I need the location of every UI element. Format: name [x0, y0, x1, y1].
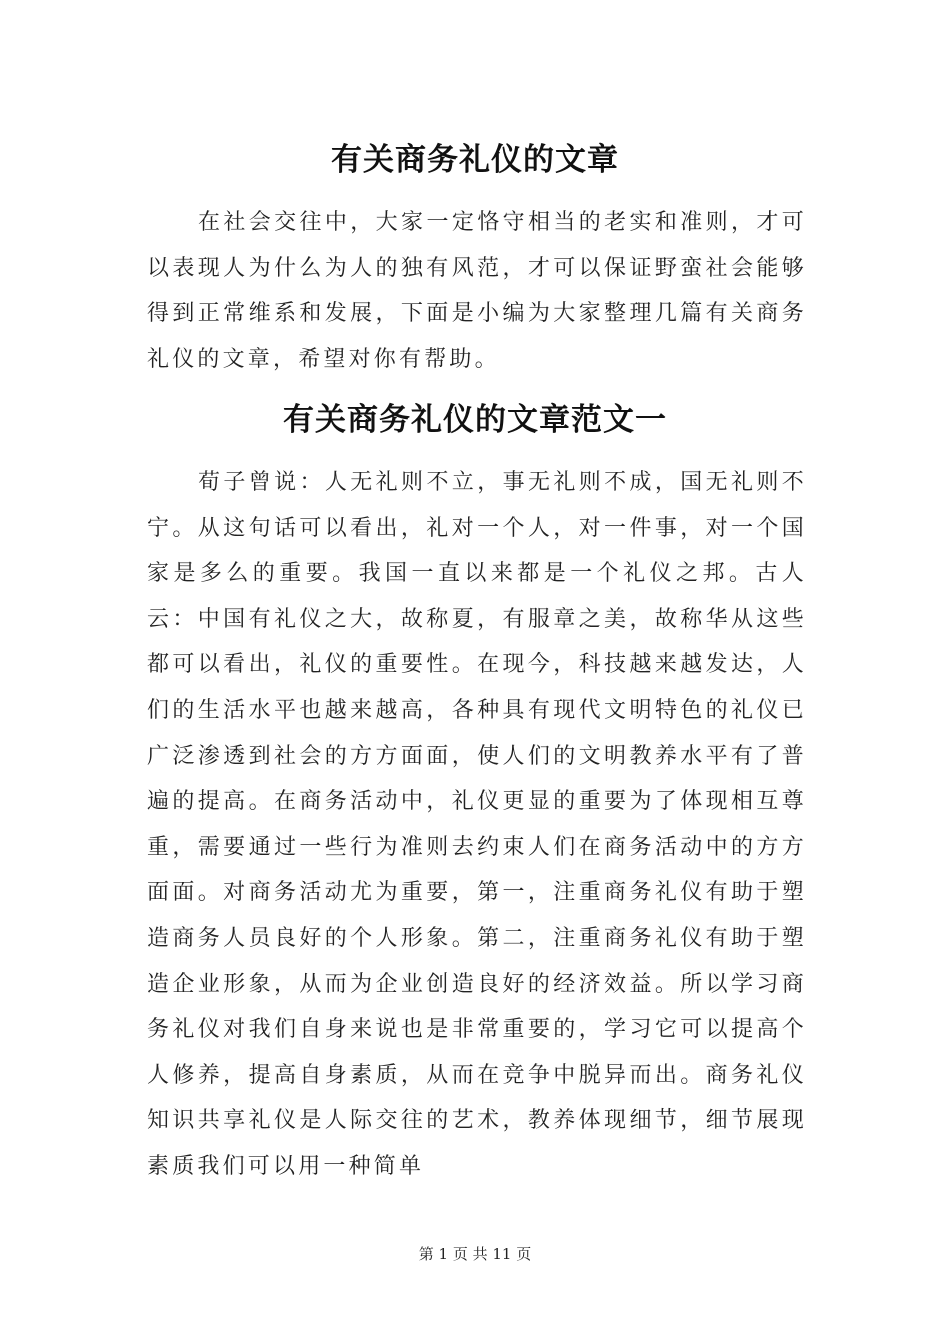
intro-paragraph: 在社会交往中，大家一定恪守相当的老实和准则，才可以表现人为什么为人的独有风范，才可以保证野蛮社会能够得到正常维系和发展，下面是小编为大家整理几篇有关商务礼仪的文章，希望对你有帮助。: [147, 210, 807, 372]
section-body-paragraph: 荀子曾说：人无礼则不立，事无礼则不成，国无礼则不宁。从这句话可以看出，礼对一个人，对一件事，对一个国家是多么的重要。我国一直以来都是一个礼仪之邦。古人云：中国有礼仪之大，故称夏，有服章之美，故称华从这些都可以看出，礼仪的重要性。在现今，科技越来越发达，人们的生活水平也越来越高，各种具有现代文明特色的礼仪已广泛渗透到社会的方方面面，使人们的文明教养水平有了普遍的提高。在商务活动中，礼仪更显的重要为了体现相互尊重，需要通过一些行为准则去约束人们在商务活动中的方方面面。对商务活动尤为重要，第一，注重商务礼仪有助于塑造商务人员良好的个人形象。第二，注重商务礼仪有助于塑造企业形象，从而为企业创造良好的经济效益。所以学习商务礼仪对我们自身来说也是非常重要的，学习它可以提高个人修养，提高自身素质，从而在竞争中脱异而出。商务礼仪知识共享礼仪是人际交往的艺术，教养体现细节，细节展现素质我们可以用一种简单: [147, 470, 807, 1179]
page-footer: 第 1 页 共 11 页: [418, 1245, 532, 1263]
document-title: 有关商务礼仪的文章: [331, 142, 619, 178]
section-title: 有关商务礼仪的文章范文一: [283, 402, 667, 438]
